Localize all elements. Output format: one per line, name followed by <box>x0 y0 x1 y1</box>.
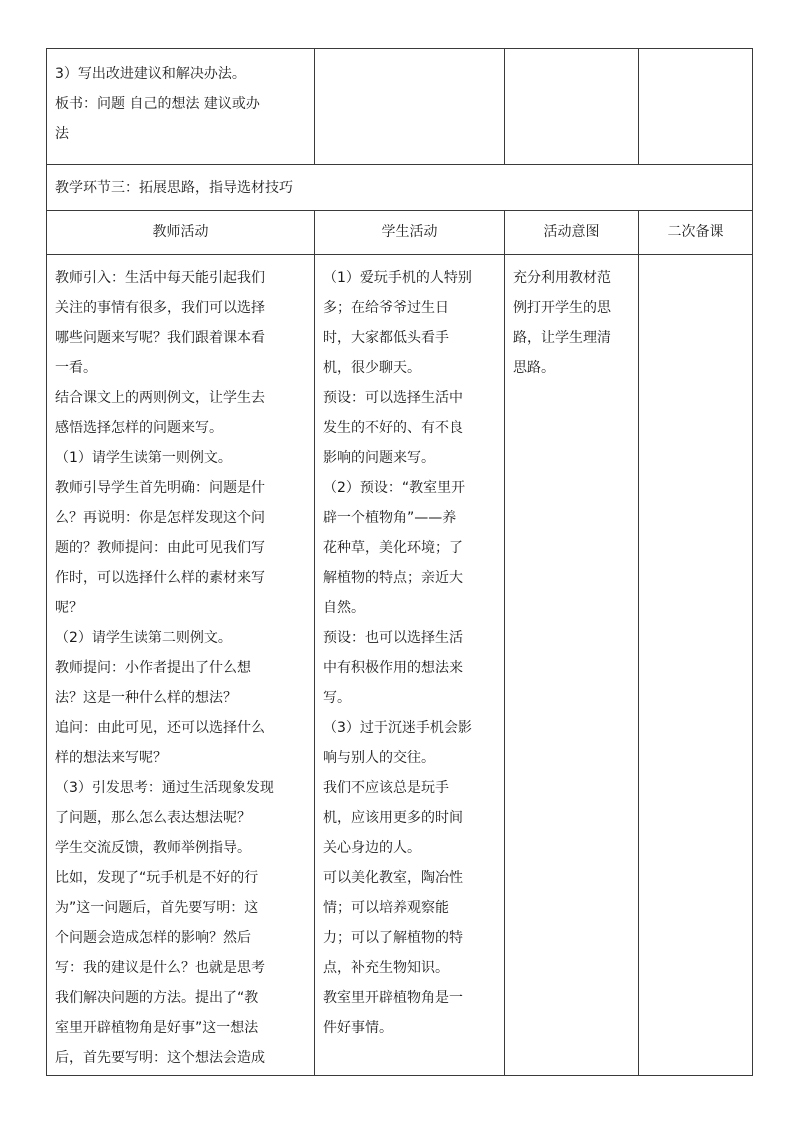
text-line: 预设：可以选择生活中 <box>323 390 463 406</box>
text-line: 情；可以培养观察能 <box>323 900 449 916</box>
text-line: 思路。 <box>513 360 555 376</box>
text-line: 机，应该用更多的时间 <box>323 810 463 826</box>
text-line: 关注的事情有很多，我们可以选择 <box>55 300 265 316</box>
text-line: 哪些问题来写呢？我们跟着课本看 <box>55 330 265 346</box>
text-line: 辟一个植物角”——养 <box>323 510 457 526</box>
text-line: 比如，发现了“玩手机是不好的行 <box>55 870 259 886</box>
text-line: 点，补充生物知识。 <box>323 960 449 976</box>
text-line: 响与别人的交往。 <box>323 750 435 766</box>
text-line: 为”这一问题后，首先要写明：这 <box>55 900 259 916</box>
text-line: 发生的不好的、有不良 <box>323 420 463 436</box>
text-line: 呢？ <box>55 600 83 616</box>
text-line: 后，首先要写明：这个想法会造成 <box>55 1050 265 1066</box>
text-line: 例打开学生的思 <box>513 300 611 316</box>
student-activity-cell <box>315 49 505 165</box>
text-line: 影响的问题来写。 <box>323 450 435 466</box>
text-line: 机，很少聊天。 <box>323 360 421 376</box>
text-line: 感悟选择怎样的问题来写。 <box>55 420 223 436</box>
text-line: 追问：由此可见，还可以选择什么 <box>55 720 265 736</box>
text-line: （2）预设：“教室里开 <box>323 480 466 496</box>
text-line: 时，大家都低头看手 <box>323 330 449 346</box>
text-line: 预设：也可以选择生活 <box>323 630 463 646</box>
text-line: 路，让学生理清 <box>513 330 611 346</box>
table-row <box>47 49 753 165</box>
text-line: 法？这是一种什么样的想法？ <box>55 690 237 706</box>
text-line: 样的想法来写呢？ <box>55 750 167 766</box>
text-line: 中有积极作用的想法来 <box>323 660 463 676</box>
table-row <box>47 165 753 211</box>
text-line: 题的？教师提问：由此可见我们写 <box>55 540 265 556</box>
text-line: 我们不应该总是玩手 <box>323 780 449 796</box>
text-line: 一看。 <box>55 360 97 376</box>
header-revision-notes: 二次备课 <box>639 211 753 255</box>
revision-notes-cell <box>639 49 753 165</box>
text-line: 力；可以了解植物的特 <box>323 930 463 946</box>
text-line: 充分利用教材范 <box>513 270 611 286</box>
text-line: 结合课文上的两则例文，让学生去 <box>55 390 265 406</box>
header-student-activity: 学生活动 <box>315 211 505 255</box>
activity-intent-cell <box>505 255 639 1076</box>
text-line: （1）请学生读第一则例文。 <box>55 450 232 466</box>
text-line: （2）请学生读第二则例文。 <box>55 630 232 646</box>
revision-notes-cell <box>639 255 753 1076</box>
text-line: 3）写出改进建议和解决办法。 <box>55 66 246 82</box>
text-line: 我们解决问题的方法。提出了“教 <box>55 990 259 1006</box>
header-activity-intent: 活动意图 <box>505 211 639 255</box>
text-line: 教师引入：生活中每天能引起我们 <box>55 270 265 286</box>
teacher-activity-cell <box>47 49 315 165</box>
text-line: 个问题会造成怎样的影响？然后 <box>55 930 251 946</box>
text-line: 自然。 <box>323 600 365 616</box>
activity-intent-text <box>513 263 630 383</box>
text-line: 花种草，美化环境；了 <box>323 540 463 556</box>
header-teacher-activity: 教师活动 <box>47 211 315 255</box>
text-line: 写：我的建议是什么？也就是思考 <box>55 960 265 976</box>
text-line: 多；在给爷爷过生日 <box>323 300 449 316</box>
teacher-activity-cell <box>47 255 315 1076</box>
text-line: 法 <box>55 126 69 142</box>
text-line: 板书：问题 自己的想法 建议或办 <box>55 96 260 112</box>
lesson-plan-table <box>46 48 753 1076</box>
text-line: （1）爱玩手机的人特别 <box>323 270 472 286</box>
text-line: 教师引导学生首先明确：问题是什 <box>55 480 265 496</box>
student-activity-text <box>323 263 496 1043</box>
teacher-activity-text <box>55 263 306 1073</box>
text-line: 室里开辟植物角是好事”这一想法 <box>55 1020 259 1036</box>
table-row <box>47 255 753 1076</box>
text-line: 作时，可以选择什么样的素材来写 <box>55 570 265 586</box>
activity-intent-cell <box>505 49 639 165</box>
text-line: 么？再说明：你是怎样发现这个问 <box>55 510 265 526</box>
table-header-row <box>47 211 753 255</box>
student-activity-cell <box>315 255 505 1076</box>
text-line: 了问题，那么怎么表达想法呢？ <box>55 810 251 826</box>
text-line: （3）引发思考：通过生活现象发现 <box>55 780 274 796</box>
teacher-activity-text <box>55 59 306 149</box>
text-line: 解植物的特点；亲近大 <box>323 570 463 586</box>
text-line: 教室里开辟植物角是一 <box>323 990 463 1006</box>
text-line: 写。 <box>323 690 351 706</box>
section-title: 教学环节三：拓展思路，指导选材技巧 <box>47 165 753 211</box>
text-line: 关心身边的人。 <box>323 840 421 856</box>
text-line: （3）过于沉迷手机会影 <box>323 720 472 736</box>
text-line: 可以美化教室，陶冶性 <box>323 870 463 886</box>
text-line: 学生交流反馈，教师举例指导。 <box>55 840 251 856</box>
text-line: 件好事情。 <box>323 1020 393 1036</box>
text-line: 教师提问：小作者提出了什么想 <box>55 660 251 676</box>
